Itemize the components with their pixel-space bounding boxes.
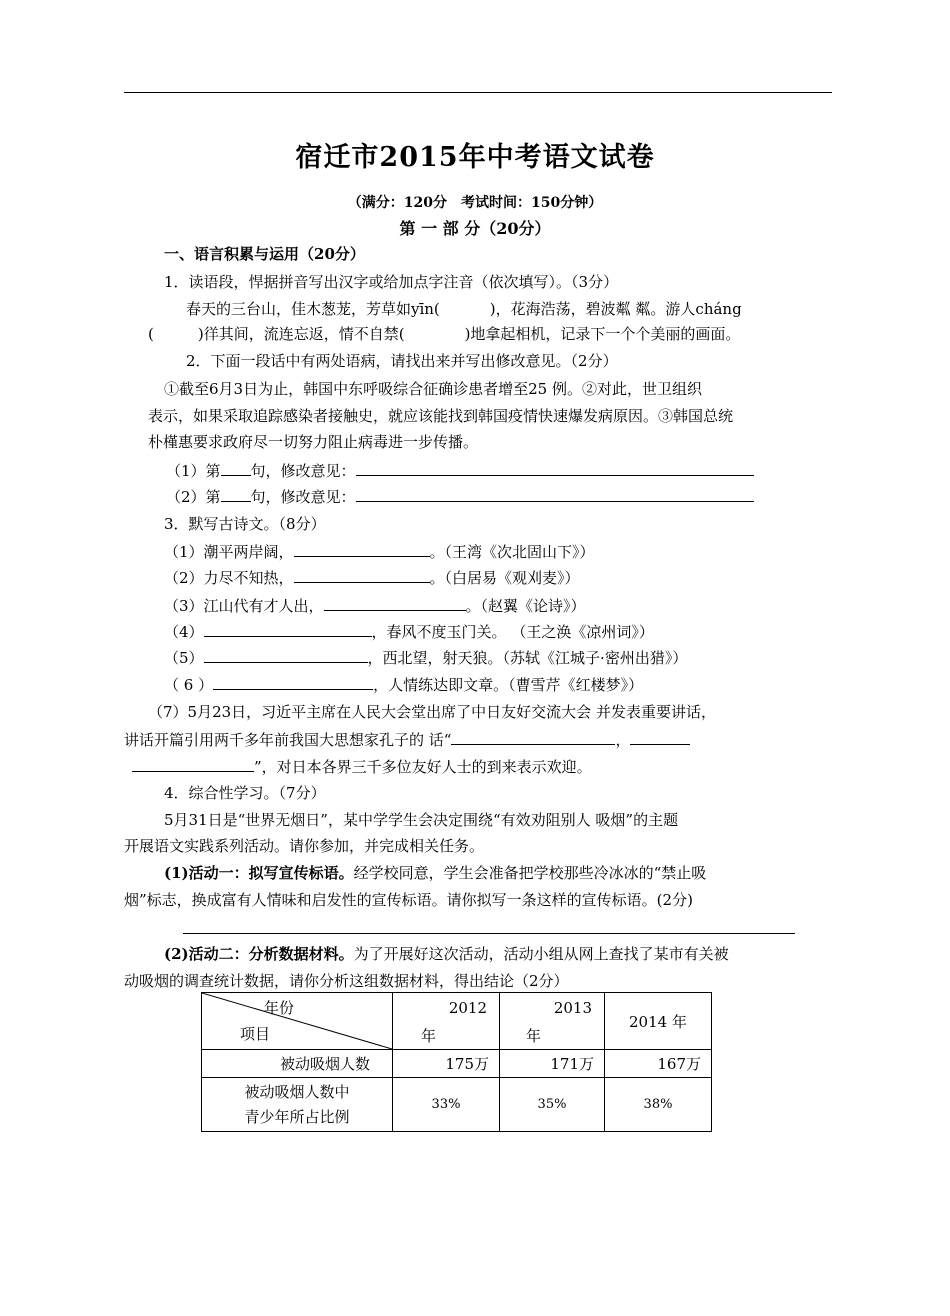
table-cell: 35% (500, 1078, 605, 1132)
corner-year-label: 年份 (264, 999, 295, 1017)
q2-passage: ①截至6月3日为止，韩国中东呼吸综合征确诊患者增至25 例。②对此，世卫组织 (164, 380, 702, 398)
poem-blank[interactable] (204, 648, 368, 663)
answer-label: （1）第 (166, 462, 221, 480)
q1-text: )，花海浩荡，碧波粼 粼。游人cháng (489, 300, 742, 318)
poem-line: （5） (164, 649, 204, 667)
poem-source: ，西北望，射天狼。（苏轼《江城子·密州出猎》） (367, 649, 688, 667)
q3-item-5 (164, 648, 687, 668)
q3-item-3 (164, 596, 586, 616)
q2-answer-2 (166, 487, 754, 507)
activity-label: (2)活动二：分析数据材料。 (164, 945, 354, 963)
diagonal-divider (202, 993, 392, 1049)
q3-item-7: （7）5月23日，习近平主席在人民大会堂出席了中日友好交流大会 并发表重要讲话， (148, 703, 716, 721)
activity-1 (164, 863, 706, 883)
activity-2-cont: 动吸烟的调查统计数据，请你分析这组数据材料，得出结论（2分） (124, 972, 569, 990)
q1-text: ( (148, 325, 154, 343)
activity-1-cont: 烟”标志，换成富有人情味和启发性的宣传标语。请你拟写一条这样的宣传标语。(2分) (124, 891, 693, 909)
poem-line: （2）力尽不知热， (164, 569, 294, 587)
year-unit: 年 (421, 1027, 437, 1045)
table-row (202, 1078, 712, 1132)
table-cell: 38% (605, 1078, 712, 1132)
q1-passage-line1 (186, 299, 742, 319)
header-2014: 2014 年 (605, 993, 712, 1050)
part-heading: 第 一 部 分（20分） (399, 219, 551, 238)
table-cell: 33% (393, 1078, 500, 1132)
answer-label: （2）第 (166, 488, 221, 506)
section-heading: 一、语言积累与运用（20分） (164, 245, 365, 263)
year-unit: 年 (526, 1027, 542, 1045)
page-title: 宿迁市2015年中考语文试卷 (295, 142, 655, 173)
row-label-line: 被动吸烟人数中 (244, 1082, 350, 1101)
revision-blank[interactable] (356, 461, 754, 476)
poem-blank[interactable] (294, 542, 430, 557)
corner-item-label: 项目 (240, 1025, 271, 1043)
table-corner-cell (202, 993, 393, 1050)
poem-line: ”，对日本各界三千多位友好人士的到来表示欢迎。 (254, 758, 592, 776)
q3-item-4 (164, 622, 654, 642)
q1-text: )徉其间，流连忘返，情不自禁( (197, 325, 405, 343)
poem-source: 。（王湾《次北固山下》） (429, 543, 595, 561)
q3-item-6 (164, 675, 643, 695)
revision-blank[interactable] (356, 487, 754, 502)
q3-item-2 (164, 568, 580, 588)
header-rule (124, 92, 832, 93)
slogan-answer-line[interactable] (183, 933, 795, 934)
table-header-row (202, 993, 712, 1050)
activity-text: 为了开展好这次活动，活动小组从网上查找了某市有关被 (353, 945, 729, 963)
year-number: 2013 (553, 999, 592, 1017)
poem-line: ， (615, 731, 631, 749)
q4-prompt: 4．综合性学习。（7分） (164, 784, 326, 802)
table-cell: 167万 (605, 1050, 712, 1078)
q3-item-7-end (132, 757, 592, 777)
quote-blank-1[interactable] (451, 730, 615, 745)
q2-answer-1 (166, 461, 754, 481)
answer-label: 句，修改意见： (250, 462, 356, 480)
smoking-data-table (201, 992, 712, 1132)
quote-blank-3[interactable] (132, 757, 254, 772)
poem-line: （1）潮平两岸阔， (164, 543, 294, 561)
q2-passage: 朴槿惠要求政府尽一切努力阻止病毒进一步传播。 (148, 433, 479, 451)
poem-line: 讲话开篇引用两千多年前我国大思想家孔子的 话“ (124, 731, 452, 749)
sentence-number-blank[interactable] (221, 487, 251, 502)
table-cell: 175万 (393, 1050, 500, 1078)
sentence-number-blank[interactable] (221, 461, 251, 476)
q2-prompt: 2．下面一段话中有两处语病，请找出来并写出修改意见。（2分） (186, 352, 618, 370)
poem-line: （ 6 ） (164, 676, 214, 694)
row-label-line: 青少年所占比例 (244, 1107, 350, 1126)
q1-passage-line2 (148, 324, 740, 344)
row-label (202, 1078, 393, 1132)
activity-text: 经学校同意，学生会准备把学校那些冷冰冰的“禁止吸 (353, 864, 707, 882)
q3-item-1 (164, 542, 595, 562)
q1-prompt: 1．读语段，悍据拼音写出汉字或给加点字注音（依次填写）。（3分） (164, 273, 619, 291)
poem-source: ，春风不度玉门关。 （王之涣《凉州词》） (371, 623, 654, 641)
poem-blank[interactable] (204, 622, 372, 637)
poem-source: 。（赵翼《论诗》） (465, 597, 586, 615)
header-2012 (393, 993, 500, 1050)
header-2013 (500, 993, 605, 1050)
table-cell: 171万 (500, 1050, 605, 1078)
q1-text: )地拿起相机，记录下一个个美丽的画面。 (464, 325, 741, 343)
poem-line: （3）江山代有才人出， (164, 597, 324, 615)
q4-intro: 开展语文实践系列活动。请你参加，并完成相关任务。 (124, 837, 485, 855)
activity-2 (164, 944, 729, 964)
year-number: 2012 (448, 999, 487, 1017)
poem-line: （4） (164, 623, 204, 641)
exam-info: （满分：120分 考试时间：150分钟） (347, 195, 603, 211)
poem-source: ，人情练达即文章。（曹雪芹《红楼梦》） (373, 676, 644, 694)
q2-passage: 表示，如果采取追踪感染者接触史，就应该能找到韩国疫情快速爆发病原因。③韩国总统 (148, 407, 734, 425)
q4-intro: 5月31日是“世界无烟日”，某中学学生会决定围绕“有效劝阻别人 吸烟”的主题 (164, 811, 679, 829)
answer-label: 句，修改意见： (250, 488, 356, 506)
poem-blank[interactable] (294, 568, 430, 583)
poem-source: 。（白居易《观刈麦》） (429, 569, 580, 587)
poem-blank[interactable] (324, 596, 466, 611)
row-label: 被动吸烟人数 (202, 1050, 393, 1078)
poem-blank[interactable] (213, 675, 373, 690)
table-row (202, 1050, 712, 1078)
quote-blank-2[interactable] (630, 730, 690, 745)
q1-text: 春天的三台山，佳木葱茏，芳草如yīn( (186, 300, 440, 318)
q3-prompt: 3．默写古诗文。（8分） (164, 515, 326, 533)
activity-label: (1)活动一：拟写宣传标语。 (164, 864, 354, 882)
q3-item-7-cont (124, 730, 690, 750)
